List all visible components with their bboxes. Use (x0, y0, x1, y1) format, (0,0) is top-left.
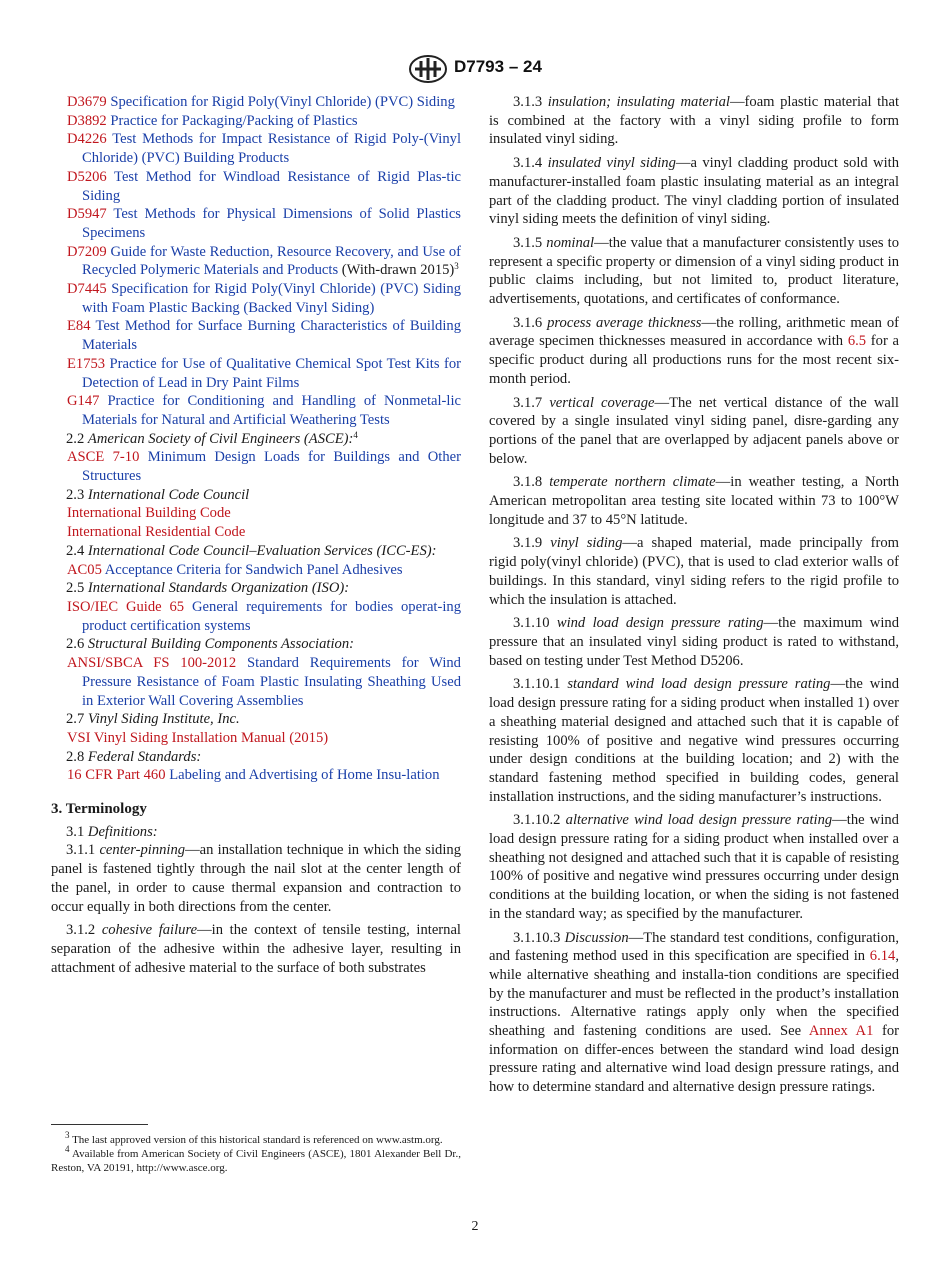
definition-3-1-10-2: 3.1.10.2 alternative wind load design pressure rating—the wind load design pressure rating for a siding product when installed over a sheathing not designed and attached such that it is capable of resisting 100% of positive and negative wind pressures occurring under design conditions at the building location, or when the siding is not fastened in the standard way; as specified by the manufacturer. (489, 812, 899, 922)
section-2-3: 2.3 International Code Council (66, 486, 250, 503)
ref-vsi[interactable]: VSI Vinyl Siding Installation Manual (2015) (67, 729, 329, 746)
definition-3-1-6: 3.1.6 process average thickness—the rolling, arithmetic mean of average specimen thicknesses measured in accordance with 6.5 for a specific product during all productions runs for the most recent six-month period. (489, 314, 900, 387)
ref-e1753[interactable]: E1753 Practice for Use of Qualitative Chemical Spot Test Kits for Detection of Lead in Dry Paint Films (67, 355, 461, 391)
definition-3-1-4: 3.1.4 insulated vinyl siding—a vinyl cladding product sold with manufacturer-installed foam plastic insulating material as an integral part of the cladding product. The vinyl cladding portion of insulated vinyl siding meets the definition of vinyl siding. (489, 155, 899, 228)
footnote-3: $^3$ The last approved version of this historical standard is referenced on www.astm.org. (65, 1130, 443, 1146)
ref-ibc[interactable]: International Building Code (67, 505, 231, 522)
ref-ansi[interactable]: ANSI/SBCA FS 100-2012 Standard Requirements for Wind Pressure Resistance of Foam Plastic Insulating Sheathing Used in Exterior Wall Covering Assemblies (67, 655, 461, 709)
ref-asce[interactable]: ASCE 7-10 Minimum Design Loads for Buildings and Other Structures (67, 449, 461, 485)
definition-3-1-10: 3.1.10 wind load design pressure rating—the maximum wind pressure that an insulated vinyl siding product is rated to withstand, based on testing under Test Method D5206. (489, 615, 899, 669)
ref-d5947[interactable]: D5947 Test Methods for Physical Dimensions of Solid Plastics Specimens (67, 206, 461, 241)
definition-3-1-9: 3.1.9 vinyl siding—a shaped material, made principally from rigid poly(vinyl chloride) (PVC), that is used to clad exterior walls of buildings. In this standard, vinyl siding refers to the rigid profile to which the insulation is attached. (489, 535, 899, 608)
section-2-5: 2.5 International Standards Organization (ISO): (66, 580, 350, 597)
terminology-heading: 3. Terminology (51, 801, 147, 818)
astm-logo-icon (409, 55, 447, 83)
ref-iso[interactable]: ISO/IEC Guide 65 General requirements for bodies operat-ing product certification systems (67, 598, 461, 634)
ref-g147[interactable]: G147 Practice for Conditioning and Handling of Nonmetal-lic Materials for Natural and Artificial Weathering Tests (67, 393, 461, 428)
ref-e84[interactable]: E84 Test Method for Surface Burning Characteristics of Building Materials (67, 318, 461, 354)
ref-d4226[interactable]: D4226 Test Methods for Impact Resistance of Rigid Poly-(Vinyl Chloride) (PVC) Building Products (67, 131, 461, 167)
ref-d5206[interactable]: D5206 Test Method for Windload Resistance of Rigid Plas-tic Siding (67, 168, 461, 204)
section-2-6: 2.6 Structural Building Components Association: (66, 636, 354, 653)
link-annex-a1[interactable]: Annex A1 (808, 1023, 874, 1040)
ref-ac05[interactable]: AC05 Acceptance Criteria for Sandwich Panel Adhesives (67, 561, 403, 578)
footnote-4: $^4$ Available from American Society of Civil Engineers (ASCE), 1801 Alexander Bell Dr., Reston, VA 20191, http://www.asce.org. (51, 1144, 461, 1175)
ref-d7209[interactable]: D7209 Guide for Waste Reduction, Resource Recovery, and Use of Recycled Polymeric Materials and Products (With-drawn 2015)$^3$ (67, 243, 462, 279)
link-6-14[interactable]: 6.14 (869, 948, 896, 965)
right-column (489, 93, 899, 1102)
footnote-divider (51, 1124, 148, 1125)
ref-d3892[interactable]: D3892 Practice for Packaging/Packing of Plastics (67, 112, 358, 129)
ref-d7445[interactable]: D7445 Specification for Rigid Poly(Vinyl Chloride) (PVC) Siding with Foam Plastic Backing (Backed Vinyl Siding) (67, 281, 461, 316)
ref-irc[interactable]: International Residential Code (67, 524, 246, 541)
section-3-1: 3.1 Definitions: (66, 823, 158, 840)
section-2-7: 2.7 Vinyl Siding Institute, Inc. (66, 711, 240, 728)
ref-cfr[interactable]: 16 CFR Part 460 Labeling and Advertising of Home Insu-lation (67, 767, 440, 784)
definition-3-1-7: 3.1.7 vertical coverage—The net vertical distance of the wall covered by a single insulated vinyl siding panel, disre-garding any portions of the panel that are overlapped by adjacent panels above or below. (489, 394, 899, 467)
definition-3-1-1: 3.1.1 center-pinning—an installation technique in which the siding panel is fastened tightly through the nail slot at the center length of the panel, in order to cause thermal expansion and contraction to occur equally in both directions from the center. (51, 842, 461, 915)
page-header (0, 55, 950, 83)
section-2-2: 2.2 American Society of Civil Engineers (ASCE):$^4$ (66, 429, 358, 447)
definition-3-1-5: 3.1.5 nominal—the value that a manufacturer consistently uses to represent a specific property or dimension of a vinyl siding product in public claims including, but not limited to, product literature, advertisements, quotations, and certificates of conformance. (489, 234, 899, 308)
page-number: 2 (471, 1219, 479, 1234)
ref-d3679[interactable]: D3679 Specification for Rigid Poly(Vinyl Chloride) (PVC) Siding (67, 94, 455, 110)
left-column (51, 93, 461, 977)
footnotes (51, 1130, 461, 1176)
definition-3-1-8: 3.1.8 temperate northern climate—in weather testing, a North American metropolitan area testing site located within 73 to 100°W longitude and 37 to 45°N latitude. (489, 474, 899, 528)
section-2-8: 2.8 Federal Standards: (66, 748, 202, 765)
definition-3-1-3: 3.1.3 insulation; insulating material—foam plastic material that is combined at the factory with a vinyl siding profile to form insulated vinyl siding. (489, 94, 899, 148)
section-2-4: 2.4 International Code Council–Evaluation Services (ICC-ES): (66, 542, 437, 559)
definition-3-1-10-1: 3.1.10.1 standard wind load design pressure rating—the wind load design pressure rating for a siding product when installed 1) over a sheathing material designed and attached such that it is capable of resisting 100% of positive and negative wind pressures occurring under design conditions at the building location; and 2) with the standard fastening method specified in building codes, general installation instructions, and the siding manufacturer’s instructions. (489, 676, 899, 805)
standard-designation: D7793 – 24 (454, 57, 542, 76)
definition-3-1-2: 3.1.2 cohesive failure—in the context of tensile testing, internal separation of the adhesive within the adhesive layer, resulting in attachment of adhesive material to the surface of both substrates (51, 922, 461, 976)
definition-3-1-10-3: 3.1.10.3 Discussion—The standard test conditions, configuration, and fastening method used in this specification are specified in 6.14, while alternative sheathing and installa-tion conditions are specified by the manufacturer and must be reflected in the product’s installation instructions. Alternative ratings apply only when the specified sheathing and fastening conditions are used. See Annex A1 for information on differ-ences between the standard wind load design pressure rating and alternative wind load design pressure ratings, and how to determine standard and alternative design pressure ratings. (489, 929, 899, 1096)
link-6-5[interactable]: 6.5 (847, 333, 867, 350)
